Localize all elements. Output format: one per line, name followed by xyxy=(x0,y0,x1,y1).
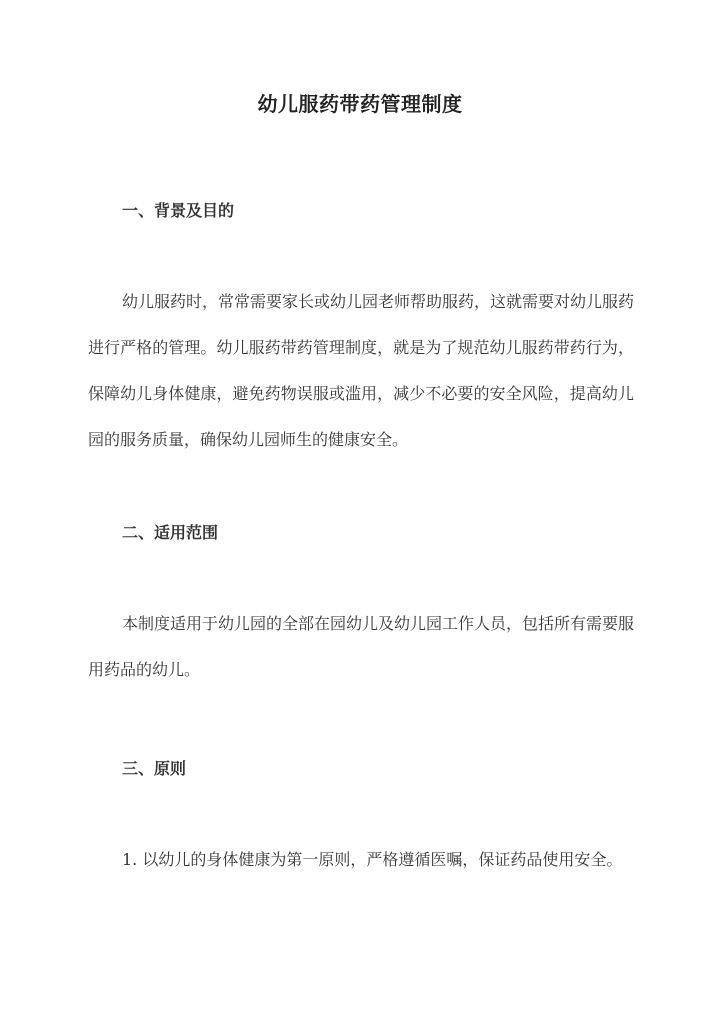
section-paragraph-background: 幼儿服药时，常常需要家长或幼儿园老师帮助服药，这就需要对幼儿服药进行严格的管理。幼儿服药带药管理制度，就是为了规范幼儿服药带药行为，保障幼儿身体健康，避免药物误服或滥用，减少不必要的安全风险，提高幼儿园的服务质量，确保幼儿园师生的健康安全。 xyxy=(88,292,635,449)
section-heading-scope: 二、适用范围 xyxy=(122,523,219,542)
document-title: 幼儿服药带药管理制度 xyxy=(257,92,463,116)
section-heading-background: 一、背景及目的 xyxy=(122,201,235,220)
section-heading-principles: 三、原则 xyxy=(122,759,187,778)
section-paragraph-scope: 本制度适用于幼儿园的全部在园幼儿及幼儿园工作人员，包括所有需要服用药品的幼儿。 xyxy=(88,614,635,679)
section-paragraph-principles: 1. 以幼儿的身体健康为第一原则，严格遵循医嘱，保证药品使用安全。 xyxy=(122,850,623,869)
